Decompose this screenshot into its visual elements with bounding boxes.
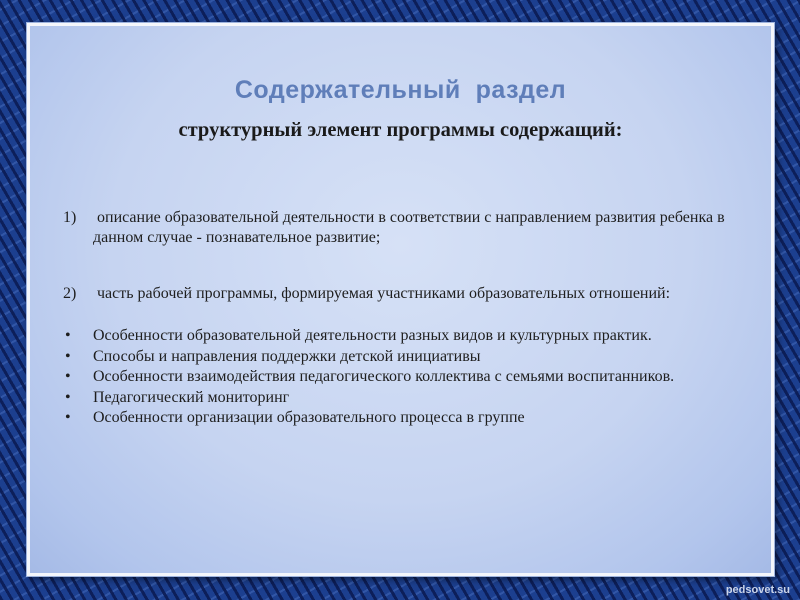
bullet-list [63,326,731,429]
bullet-icon: • [65,409,71,426]
bullet-icon: • [65,388,71,406]
bullet-icon: • [65,327,71,344]
slide-subtitle: структурный элемент программы содержащий: [178,119,623,141]
list-item-text: Особенности организации образовательного процесса в группе [93,409,525,426]
paragraph-1-text: описание образовательной деятельности в соответствии с направлением развития ребенка в данном случае - познавательное развитие; [93,209,725,246]
paragraph-1 [63,208,731,248]
list-item [63,388,731,407]
list-item [63,408,731,427]
list-item-text: Педагогический мониторинг [93,388,290,406]
watermark: pedsovet.su [725,584,790,596]
list-item [63,367,731,386]
bullet-icon: • [65,368,71,385]
list-item [63,326,731,345]
slide-frame [27,23,774,576]
paragraph-1-number: 1) [63,209,77,226]
list-item [63,347,731,366]
paragraph-2-number: 2) [63,285,77,302]
paragraph-2 [63,284,731,304]
list-item-text: Особенности образовательной деятельности разных видов и культурных практик. [93,327,652,344]
slide-title: Содержательный раздел [234,76,567,104]
list-item-text: Особенности взаимодействия педагогического коллектива с семьями воспитанников. [93,368,675,385]
bullet-icon: • [65,347,71,365]
paragraph-2-text: часть рабочей программы, формируемая участниками образовательных отношений: [97,285,671,302]
list-item-text: Способы и направления поддержки детской инициативы [93,347,481,365]
